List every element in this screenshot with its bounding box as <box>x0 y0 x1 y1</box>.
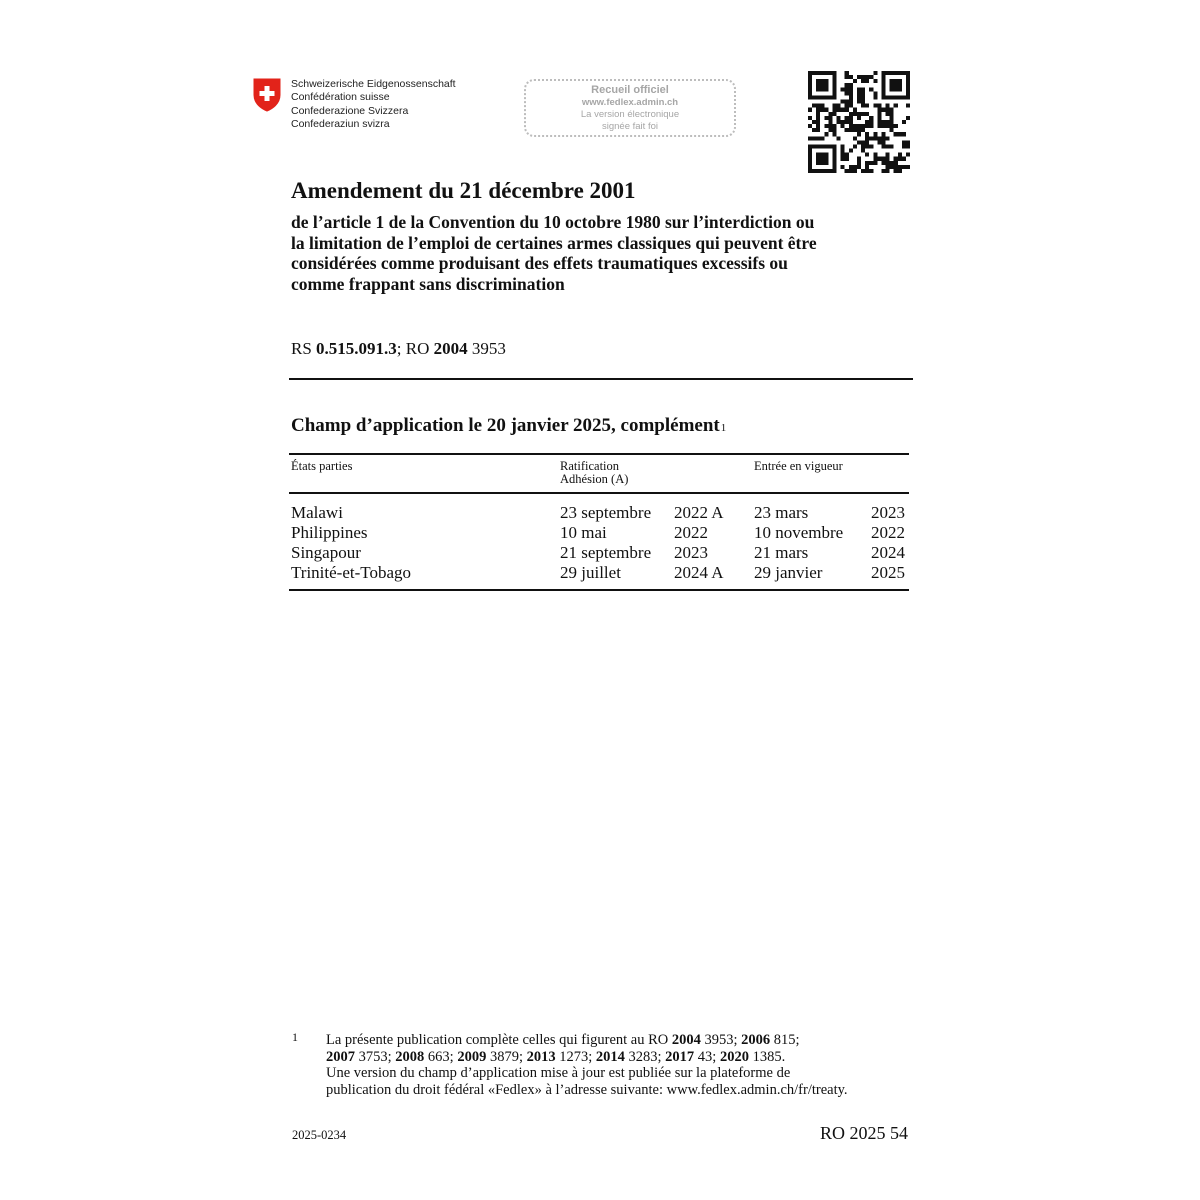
ro-year: 2004 <box>433 339 468 358</box>
table-top-rule <box>289 453 909 455</box>
footnote-year: 2008 <box>395 1048 425 1065</box>
footnote-text-part: 663; <box>424 1048 458 1065</box>
footnote-line: publication du droit fédéral «Fedlex» à l’adresse suivante: www.fedlex.admin.ch/fr/treaty. <box>326 1081 848 1098</box>
footnote-reference: 1 <box>720 422 727 434</box>
footnote-year: 2006 <box>741 1032 771 1048</box>
confederation-names <box>291 78 456 131</box>
subtitle-line: la limitation de l’emploi de certaines armes classiques qui peuvent être <box>291 232 817 253</box>
ro-separator: ; RO <box>396 339 434 358</box>
footnote-text-part: 815; <box>770 1032 800 1048</box>
rs-label: RS <box>291 339 317 358</box>
entry-date-cell: 29 janvier <box>754 563 823 582</box>
entry-date-cell: 23 mars <box>754 503 809 522</box>
footnote-year: 2004 <box>671 1032 701 1048</box>
footnote-text-part: 43; <box>694 1048 720 1065</box>
footnote-year: 2013 <box>526 1048 556 1065</box>
ratification-year-cell: 2023 <box>674 543 708 562</box>
confederation-line: Confederaziun svizra <box>291 117 390 130</box>
footnote-line <box>326 1032 926 1049</box>
table-row <box>291 523 907 543</box>
ro-page: 3953 <box>467 339 506 358</box>
footnote-text-part: 3953; <box>700 1032 742 1048</box>
swiss-cross-shield-icon <box>252 78 282 112</box>
state-cell: Philippines <box>291 523 368 542</box>
stamp-note: signée fait foi <box>602 120 658 132</box>
stamp-url: www.fedlex.admin.ch <box>581 97 679 108</box>
ratification-date-cell: 29 juillet <box>560 563 621 582</box>
entry-year-cell: 2024 <box>871 543 905 562</box>
document-title: Amendement du 21 décembre 2001 <box>291 178 636 203</box>
ratification-year-cell: 2022 <box>674 523 708 542</box>
footnote-text-part: 3879; <box>486 1048 527 1065</box>
footnote-text-part: 3753; <box>355 1048 396 1065</box>
entry-year-cell: 2022 <box>871 523 905 542</box>
ratification-date-cell: 21 septembre <box>560 543 652 562</box>
official-collection-stamp <box>524 79 736 137</box>
confederation-line: Confederazione Svizzera <box>291 104 409 117</box>
state-cell: Singapour <box>291 543 361 562</box>
ratification-date-cell: 10 mai <box>560 523 607 542</box>
document-number: 2025-0234 <box>292 1128 347 1142</box>
table-row <box>291 503 907 523</box>
ratification-year-cell: 2022 A <box>674 503 724 522</box>
table-bottom-rule <box>289 589 909 591</box>
stamp-title: Recueil officiel <box>591 84 669 96</box>
subtitle-line: de l’article 1 de la Convention du 10 octobre 1980 sur l’interdiction ou <box>291 212 815 232</box>
footnote-year: 2017 <box>665 1048 695 1065</box>
entry-year-cell: 2023 <box>871 503 905 522</box>
footnote-line: Une version du champ d’application mise à jour est publiée sur la plateforme de <box>326 1065 791 1081</box>
entry-year-cell: 2025 <box>871 563 905 582</box>
entry-date-cell: 10 novembre <box>754 523 844 542</box>
column-header-ratification <box>560 460 628 486</box>
footnote-year: 2007 <box>326 1048 355 1065</box>
confederation-line: Schweizerische Eidgenossenschaft <box>291 78 456 90</box>
confederation-line: Confédération suisse <box>291 91 390 104</box>
rs-number: 0.515.091.3 <box>316 339 397 358</box>
footnote-year: 2014 <box>595 1048 625 1065</box>
table-header-rule <box>289 492 909 494</box>
footnote-text-part: 1273; <box>555 1048 596 1065</box>
divider <box>289 378 913 380</box>
footnote-text-part: La présente publication complète celles qui figurent au RO <box>326 1032 672 1048</box>
table-row <box>291 543 907 563</box>
subtitle-line: comme frappant sans discrimination <box>291 273 565 294</box>
document-subtitle <box>291 212 911 294</box>
entry-date-cell: 21 mars <box>754 543 809 562</box>
state-cell: Trinité-et-Tobago <box>291 563 411 582</box>
column-header-states: États parties <box>291 459 353 473</box>
footnote-text <box>326 1032 926 1098</box>
footnote-mark: 1 <box>292 1030 298 1044</box>
footnote-year: 2009 <box>457 1048 487 1065</box>
column-header-entry-into-force: Entrée en vigueur <box>754 459 843 473</box>
footnote-year: 2020 <box>719 1048 749 1065</box>
section-title <box>291 414 726 438</box>
footnote-text-part: 1385. <box>748 1048 786 1065</box>
column-header-accession-line: Adhésion (A) <box>560 472 629 486</box>
qr-code-icon <box>808 71 910 173</box>
table-row <box>291 563 907 583</box>
ratification-year-cell: 2024 A <box>674 563 724 582</box>
ratification-date-cell: 23 septembre <box>560 503 652 522</box>
reference-line <box>291 338 506 360</box>
footnote-line <box>326 1049 926 1066</box>
ro-publication-number: RO 2025 54 <box>819 1123 908 1143</box>
subtitle-line: considérées comme produisant des effets traumatiques excessifs ou <box>291 253 788 273</box>
footnote-text-part: 3283; <box>624 1048 666 1065</box>
section-title-text: Champ d’application le 20 janvier 2025, complément <box>291 415 720 436</box>
stamp-note: La version électronique <box>580 109 680 120</box>
state-cell: Malawi <box>291 503 343 522</box>
column-header-ratification-line: Ratification <box>560 459 620 473</box>
